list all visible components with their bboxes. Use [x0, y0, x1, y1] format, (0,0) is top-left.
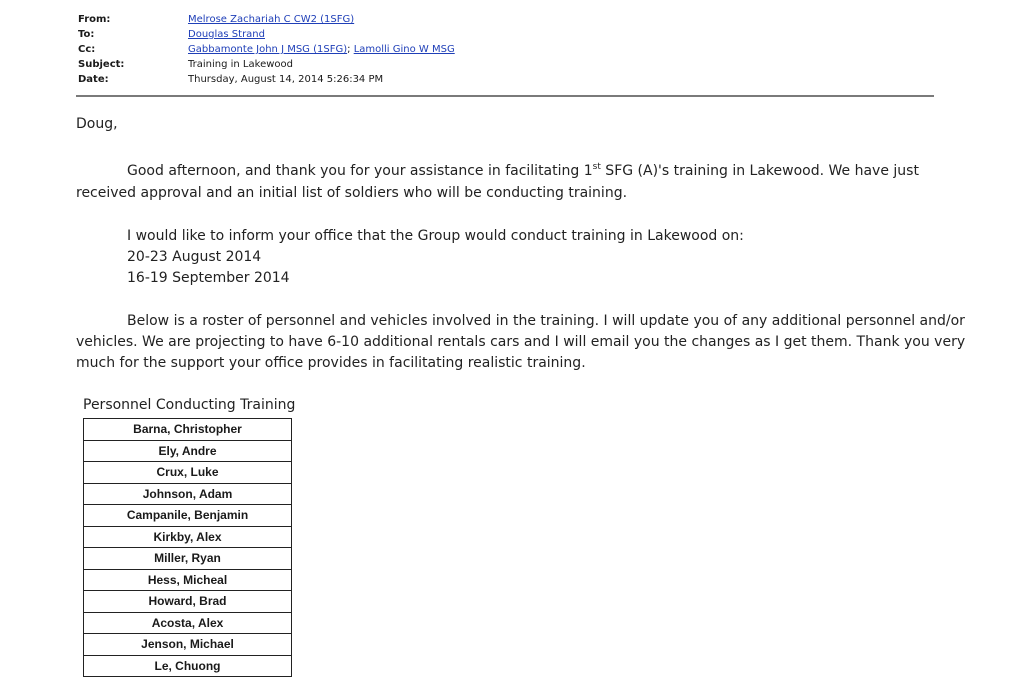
table-row [84, 591, 292, 613]
paragraph-1-text-b: SFG (A)'s training in Lakewood. We have just [600, 163, 919, 179]
paragraph-3-line-1: Below is a roster of personnel and vehicles involved in the training. I will update you of any additional personnel and/or [127, 313, 965, 329]
roster-name-cell: Howard, Brad [84, 591, 292, 613]
table-row [84, 483, 292, 505]
header-divider [76, 95, 934, 97]
to-link[interactable]: Douglas Strand [188, 29, 265, 40]
from-link[interactable]: Melrose Zachariah C CW2 (1SFG) [188, 14, 355, 25]
cc-link-1[interactable]: Gabbamonte John J MSG (1SFG) [188, 44, 348, 55]
paragraph-1-text-a: Good afternoon, and thank you for your assistance in facilitating 1 [127, 163, 593, 179]
cc-label: Cc: [78, 44, 96, 55]
personnel-roster-table [83, 418, 292, 677]
paragraph-1-line-2: received approval and an initial list of soldiers who will be conducting training. [76, 185, 628, 201]
roster-name-cell: Kirkby, Alex [84, 526, 292, 548]
cc-separator: ; [347, 44, 351, 55]
ordinal-suffix: st [592, 162, 601, 172]
to-label: To: [78, 29, 95, 40]
subject-label: Subject: [78, 59, 125, 70]
table-row [84, 505, 292, 527]
roster-name-cell: Jenson, Michael [84, 634, 292, 656]
roster-name-cell: Miller, Ryan [84, 548, 292, 570]
training-date-2: 16-19 September 2014 [127, 270, 290, 286]
paragraph-1-line-1 [127, 163, 919, 179]
table-row [84, 612, 292, 634]
table-row [84, 634, 292, 656]
date-value: Thursday, August 14, 2014 5:26:34 PM [188, 74, 384, 85]
table-row [84, 462, 292, 484]
table-row [84, 655, 292, 677]
table-row [84, 548, 292, 570]
table-row [84, 419, 292, 441]
roster-name-cell: Ely, Andre [84, 440, 292, 462]
paragraph-3-line-2: vehicles. We are projecting to have 6-10 additional rentals cars and I will email you the changes as I get them. Thank you very [76, 334, 966, 350]
subject-value: Training in Lakewood [188, 59, 293, 70]
roster-name-cell: Barna, Christopher [84, 419, 292, 441]
date-label: Date: [78, 74, 109, 85]
roster-name-cell: Johnson, Adam [84, 483, 292, 505]
training-date-1: 20-23 August 2014 [127, 249, 262, 265]
greeting: Doug, [76, 116, 118, 132]
roster-name-cell: Hess, Micheal [84, 569, 292, 591]
roster-name-cell: Crux, Luke [84, 462, 292, 484]
table-row [84, 440, 292, 462]
table-row [84, 526, 292, 548]
paragraph-2-line-1: I would like to inform your office that the Group would conduct training in Lakewood on: [127, 228, 744, 244]
from-label: From: [78, 14, 111, 25]
roster-name-cell: Acosta, Alex [84, 612, 292, 634]
roster-name-cell: Le, Chuong [84, 655, 292, 677]
paragraph-3-line-3: much for the support your office provides in facilitating realistic training. [76, 355, 586, 371]
roster-name-cell: Campanile, Benjamin [84, 505, 292, 527]
cc-values [188, 42, 455, 57]
table-row [84, 569, 292, 591]
roster-title: Personnel Conducting Training [83, 397, 296, 413]
cc-link-2[interactable]: Lamolli Gino W MSG [353, 44, 455, 55]
